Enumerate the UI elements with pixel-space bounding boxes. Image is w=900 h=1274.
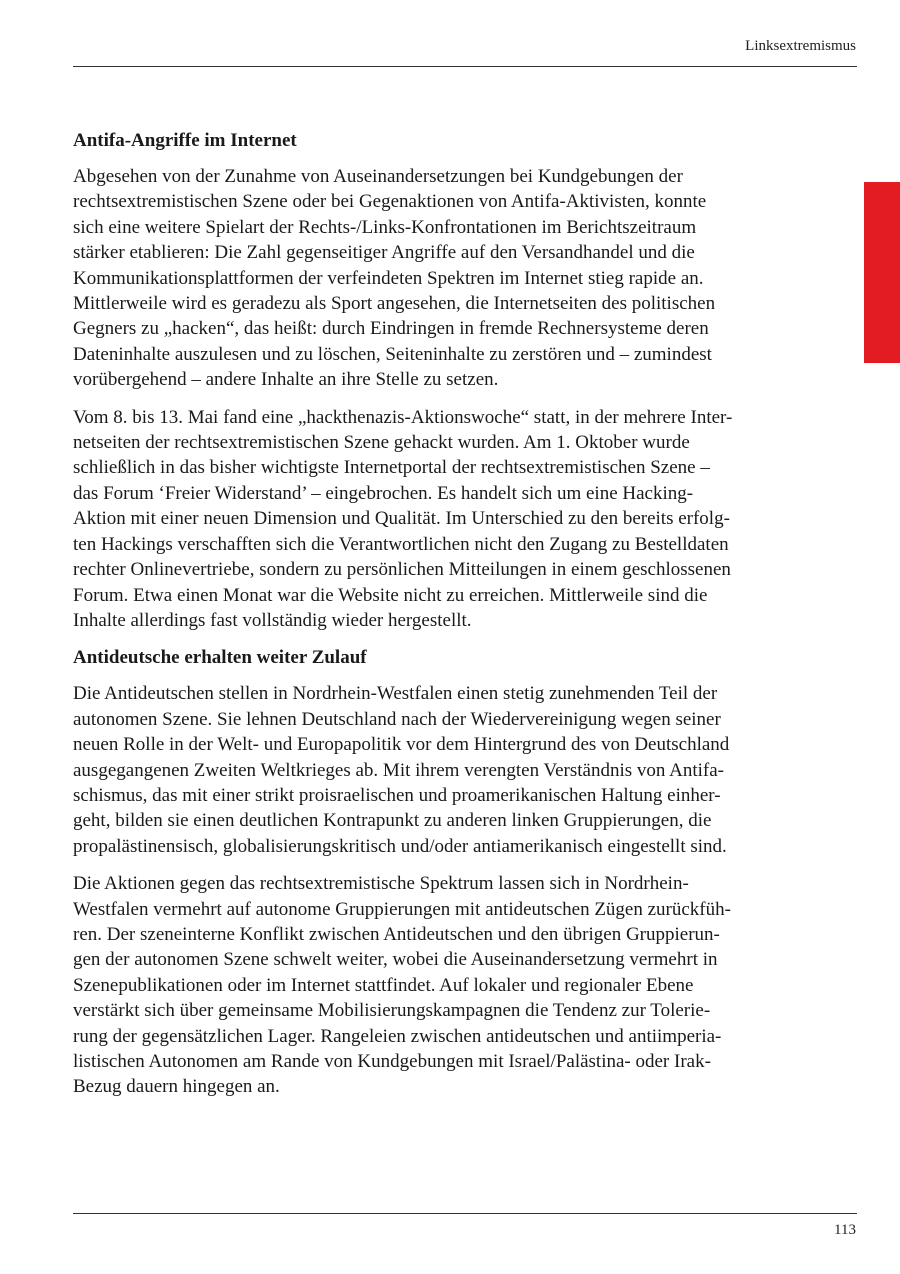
text-line: neuen Rolle in der Welt- und Europapolitik vor dem Hintergrund des von Deutschland — [73, 734, 730, 756]
text-line: rung der gegensätzlichen Lager. Rangeleien zwischen antideutschen und antiimperia- — [73, 1025, 722, 1047]
page-body — [73, 128, 813, 1112]
text-line: geht, bilden sie einen deutlichen Kontrapunkt zu anderen linken Gruppierungen, die — [73, 810, 712, 832]
text-line: netseiten der rechtsextremistischen Szene gehackt wurden. Am 1. Oktober wurde — [73, 432, 690, 454]
text-line: schismus, das mit einer strikt proisraelischen und proamerikanischen Haltung einher- — [73, 784, 721, 806]
section-heading-antifa-internet: Antifa-Angriffe im Internet — [73, 130, 297, 151]
text-line: Gegners zu „hacken“, das heißt: durch Eindringen in fremde Rechnersysteme deren — [73, 318, 709, 340]
text-line: propalästinensisch, globalisierungskritisch und/oder antiamerikanisch eingestellt sind. — [73, 835, 727, 857]
text-line: Bezug dauern hingegen an. — [73, 1076, 280, 1098]
text-line: Aktion mit einer neuen Dimension und Qualität. Im Unterschied zu den bereits erfolg- — [73, 508, 730, 530]
running-header-title: Linksextremismus — [745, 38, 856, 54]
paragraph-1 — [73, 164, 813, 393]
text-line: Vom 8. bis 13. Mai fand eine „hackthenazis-Aktionswoche“ statt, in der mehrere Inter- — [73, 406, 733, 428]
chapter-marker-tab — [864, 182, 900, 363]
text-line: rechter Onlinevertriebe, sondern zu persönlichen Mitteilungen in einem geschlossenen — [73, 559, 731, 581]
text-line: Szenepublikationen oder im Internet stattfindet. Auf lokaler und regionaler Ebene — [73, 974, 694, 996]
section-heading-antideutsche: Antideutsche erhalten weiter Zulauf — [73, 647, 367, 669]
text-line: Dateninhalte auszulesen und zu löschen, Seiteninhalte zu zerstören und – zumindest — [73, 343, 712, 365]
text-line: ausgegangenen Zweiten Weltkrieges ab. Mit ihrem verengten Verständnis von Antifa- — [73, 759, 724, 781]
paragraph-2 — [73, 405, 813, 634]
footer-divider — [73, 1213, 857, 1214]
text-line: gen der autonomen Szene schwelt weiter, wobei die Auseinandersetzung vermehrt in — [73, 949, 718, 971]
text-line: das Forum ‘Freier Widerstand’ – eingebrochen. Es handelt sich um eine Hacking- — [73, 482, 694, 504]
text-line: rechtsextremistischen Szene oder bei Gegenaktionen von Antifa-Aktivisten, konnte — [73, 191, 707, 213]
text-line: verstärkt sich über gemeinsame Mobilisierungskampagnen die Tendenz zur Tolerie- — [73, 1000, 711, 1022]
text-line: ren. Der szeneinterne Konflikt zwischen Antideutschen und den übrigen Gruppierun- — [73, 923, 720, 945]
text-line: Kommunikationsplattformen der verfeindeten Spektren im Internet stieg rapide an. — [73, 267, 704, 289]
text-line: Die Aktionen gegen das rechtsextremistische Spektrum lassen sich in Nordrhein- — [73, 873, 689, 895]
paragraph-4 — [73, 871, 813, 1100]
text-line: vorübergehend – andere Inhalte an ihre Stelle zu setzen. — [73, 369, 499, 391]
text-line: Mittlerweile wird es geradezu als Sport angesehen, die Internetseiten des politischen — [73, 293, 716, 315]
text-line: Forum. Etwa einen Monat war die Website nicht zu erreichen. Mittlerweile sind die — [73, 584, 708, 606]
text-line: Inhalte allerdings fast vollständig wieder hergestellt. — [73, 609, 472, 631]
text-line: Die Antideutschen stellen in Nordrhein-Westfalen einen stetig zunehmenden Teil der — [73, 683, 718, 705]
text-line: Abgesehen von der Zunahme von Auseinandersetzungen bei Kundgebungen der — [73, 166, 683, 187]
text-line: stärker etablieren: Die Zahl gegenseitiger Angriffe auf den Versandhandel und die — [73, 242, 695, 264]
page-number: 113 — [834, 1222, 856, 1238]
header-divider — [73, 66, 857, 67]
text-line: autonomen Szene. Sie lehnen Deutschland nach der Wiedervereinigung wegen seiner — [73, 708, 721, 730]
text-line: sich eine weitere Spielart der Rechts-/Links-Konfrontationen im Berichtszeitraum — [73, 216, 697, 238]
text-line: listischen Autonomen am Rande von Kundgebungen mit Israel/Palästina- oder Irak- — [73, 1051, 711, 1072]
text-line: schließlich in das bisher wichtigste Internetportal der rechtsextremistischen Szene – — [73, 457, 710, 479]
paragraph-3 — [73, 681, 813, 859]
text-line: ten Hackings verschafften sich die Verantwortlichen nicht den Zugang zu Bestelldaten — [73, 533, 729, 555]
text-line: Westfalen vermehrt auf autonome Gruppierungen mit antideutschen Zügen zurückfüh- — [73, 898, 731, 920]
